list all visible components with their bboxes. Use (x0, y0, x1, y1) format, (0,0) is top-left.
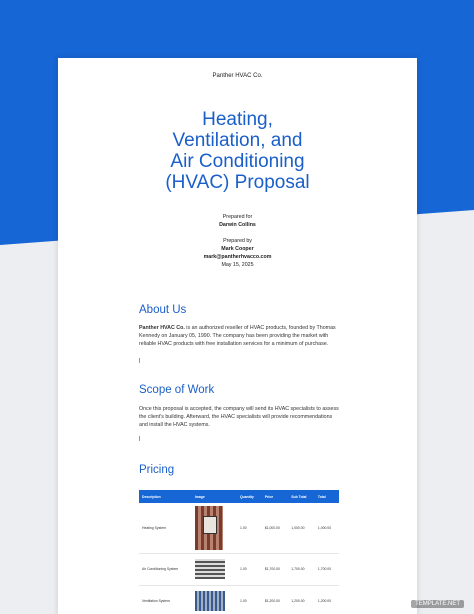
pricing-heading: Pricing (139, 464, 175, 476)
cell-description: Heating System (139, 503, 192, 553)
text-cursor (139, 436, 140, 441)
column-header: Image (192, 490, 237, 503)
prepared-for-label: Prepared for (222, 214, 253, 220)
column-header: Description (139, 490, 192, 503)
cell-price: $1,000.00 (262, 503, 288, 553)
about-heading: About Us (139, 304, 187, 316)
document-page (58, 58, 417, 614)
table-row (139, 503, 339, 553)
cell-total: 1,200.00 (315, 585, 339, 614)
cell-description: Air Conditioning System (139, 553, 192, 585)
prepared-for-block (58, 213, 417, 229)
column-header: Price (262, 490, 288, 503)
title-line: Air Conditioning (170, 151, 305, 172)
cell-quantity: 1.00 (237, 585, 262, 614)
cell-image (192, 503, 237, 553)
cell-quantity: 1.00 (237, 503, 262, 553)
document-title (58, 109, 417, 193)
about-company: Panther HVAC Co. (139, 325, 185, 331)
ventilation-photo (195, 591, 225, 611)
table-row (139, 585, 339, 614)
title-line: Ventilation, and (172, 130, 303, 151)
cell-image (192, 585, 237, 614)
client-name: Darwin Collins (219, 222, 256, 228)
prepared-by-block (58, 237, 417, 269)
cell-quantity: 1.00 (237, 553, 262, 585)
scope-paragraph: Once this proposal is accepted, the company will send its HVAC specialists to assess the client's building. Afterward, the HVAC specialists will provide recommendations and install the HVAC systems. (139, 406, 339, 429)
watermark: TEMPLATE.NET (411, 600, 464, 608)
column-header: Quantity (237, 490, 262, 503)
cell-subtotal: 1,000.00 (288, 503, 315, 553)
author-name: Mark Cooper (221, 246, 254, 252)
text-cursor (139, 358, 140, 363)
cell-subtotal: 1,200.00 (288, 585, 315, 614)
pricing-table (139, 490, 339, 614)
title-line: (HVAC) Proposal (165, 172, 310, 193)
about-text: is an authorized reseller of HVAC products, founded by Thomas Kennedy on January 05, 1990. The company has been providing the market with reliable HVAC products with free installation services for a minimum of purchase. (139, 325, 336, 348)
cell-subtotal: 1,700.00 (288, 553, 315, 585)
proposal-date: May 15, 2025 (221, 262, 254, 268)
cell-image (192, 553, 237, 585)
scope-heading: Scope of Work (139, 384, 215, 396)
author-email: mark@pantherhvacco.com (203, 254, 272, 260)
column-header: Total (315, 490, 339, 503)
air-conditioning-photo (195, 559, 225, 579)
table-row (139, 553, 339, 585)
company-name: Panther HVAC Co. (212, 73, 263, 79)
about-paragraph (139, 324, 339, 349)
cell-total: 1,700.00 (315, 553, 339, 585)
cell-price: $1,700.00 (262, 553, 288, 585)
title-line: Heating, (202, 109, 273, 130)
column-header: Sub Total (288, 490, 315, 503)
prepared-by-label: Prepared by (223, 238, 252, 244)
cell-description: Ventilation System (139, 585, 192, 614)
cell-total: 1,000.00 (315, 503, 339, 553)
heating-system-photo (195, 506, 223, 550)
table-header-row (139, 490, 339, 503)
cell-price: $1,200.00 (262, 585, 288, 614)
